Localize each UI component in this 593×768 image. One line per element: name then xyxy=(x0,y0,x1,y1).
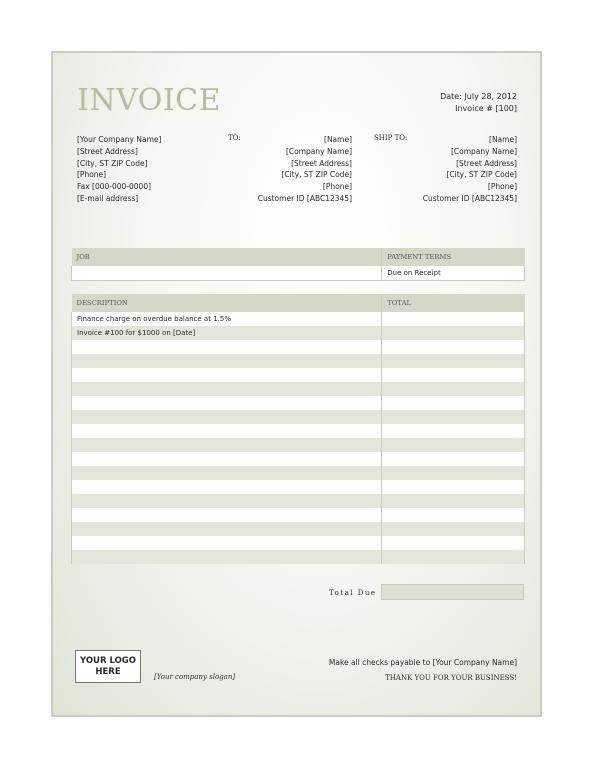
invoice-title: INVOICE xyxy=(77,83,222,118)
total-cell xyxy=(382,368,525,382)
to-name: [Name] xyxy=(324,135,352,144)
description-cell xyxy=(72,438,382,452)
description-cell xyxy=(72,550,382,564)
payment-terms-cell: Due on Receipt xyxy=(382,266,525,280)
total-due-value xyxy=(381,584,524,600)
table-row xyxy=(72,522,525,536)
to-label: TO: xyxy=(228,134,241,142)
total-cell xyxy=(382,396,525,410)
table-row xyxy=(72,326,525,340)
description-cell xyxy=(72,480,382,494)
description-cell xyxy=(72,466,382,480)
total-cell xyxy=(382,382,525,396)
total-cell xyxy=(382,536,525,550)
total-cell xyxy=(382,480,525,494)
total-cell xyxy=(382,550,525,564)
total-cell xyxy=(382,340,525,354)
description-cell xyxy=(72,382,382,396)
total-cell xyxy=(382,452,525,466)
logo-placeholder xyxy=(75,650,141,683)
sender-address xyxy=(77,134,161,205)
table-row xyxy=(72,550,525,564)
job-table xyxy=(71,248,525,281)
description-cell xyxy=(72,410,382,424)
table-row xyxy=(72,508,525,522)
table-row xyxy=(72,466,525,480)
payment-terms-header: PAYMENT TERMS xyxy=(382,248,525,266)
table-row xyxy=(72,382,525,396)
table-row xyxy=(72,312,525,326)
invoice-date: Date: July 28, 2012 xyxy=(440,92,517,101)
table-row xyxy=(72,536,525,550)
logo-line-2: HERE xyxy=(95,667,121,677)
total-cell xyxy=(382,424,525,438)
table-row xyxy=(72,354,525,368)
table-row xyxy=(72,368,525,382)
total-cell xyxy=(382,494,525,508)
description-cell xyxy=(72,354,382,368)
to-customer-id: Customer ID [ABC12345] xyxy=(257,193,352,203)
to-city: [City, ST ZIP Code] xyxy=(281,170,352,180)
logo-line-1: YOUR LOGO xyxy=(79,656,137,666)
items-table xyxy=(71,294,525,564)
description-cell xyxy=(72,536,382,550)
total-cell xyxy=(382,522,525,536)
total-due-label: Total Due xyxy=(329,589,377,597)
table-row xyxy=(72,396,525,410)
ship-name: [Name] xyxy=(489,135,517,144)
to-address xyxy=(258,134,352,205)
ship-company: [Company Name] xyxy=(450,146,517,156)
ship-customer-id: Customer ID [ABC12345] xyxy=(422,193,517,203)
total-header: TOTAL xyxy=(382,294,525,312)
description-cell: Invoice #100 for $1000 on [Date] xyxy=(72,326,382,340)
total-cell xyxy=(382,466,525,480)
item-rows xyxy=(72,312,525,564)
invoice-page xyxy=(51,51,542,717)
description-cell xyxy=(72,424,382,438)
table-row xyxy=(72,340,525,354)
description-cell xyxy=(72,522,382,536)
invoice-meta xyxy=(440,91,517,114)
sender-phone: [Phone] xyxy=(77,170,107,180)
sender-street: [Street Address] xyxy=(77,146,138,156)
to-street: [Street Address] xyxy=(291,158,352,168)
ship-phone: [Phone] xyxy=(487,182,517,192)
description-cell: Finance charge on overdue balance at 1.5% xyxy=(72,312,382,326)
description-cell xyxy=(72,494,382,508)
thank-you-note: THANK YOU FOR YOUR BUSINESS! xyxy=(385,674,517,682)
ship-street: [Street Address] xyxy=(456,158,517,168)
invoice-number: Invoice # [100] xyxy=(455,103,517,113)
job-header: JOB xyxy=(72,248,382,266)
description-cell xyxy=(72,452,382,466)
description-cell xyxy=(72,508,382,522)
sender-fax: Fax [000-000-0000] xyxy=(77,182,152,192)
to-phone: [Phone] xyxy=(322,182,352,192)
total-cell xyxy=(382,410,525,424)
total-cell xyxy=(382,312,525,326)
table-row xyxy=(72,410,525,424)
description-header: DESCRIPTION xyxy=(72,294,382,312)
description-cell xyxy=(72,368,382,382)
total-cell xyxy=(382,508,525,522)
table-row xyxy=(72,480,525,494)
total-cell xyxy=(382,438,525,452)
table-row xyxy=(72,452,525,466)
table-row xyxy=(72,438,525,452)
company-slogan: [Your company slogan] xyxy=(154,673,236,681)
total-cell xyxy=(382,354,525,368)
job-cell xyxy=(72,266,382,280)
checks-payable-note: Make all checks payable to [Your Company Name] xyxy=(328,658,517,667)
ship-to-address xyxy=(423,134,517,205)
to-company: [Company Name] xyxy=(285,146,352,156)
ship-city: [City, ST ZIP Code] xyxy=(446,170,517,180)
table-row xyxy=(72,494,525,508)
sender-company: [Your Company Name] xyxy=(77,135,162,144)
sender-city: [City, ST ZIP Code] xyxy=(77,158,148,168)
table-row xyxy=(72,424,525,438)
description-cell xyxy=(72,340,382,354)
sender-email: [E-mail address] xyxy=(77,193,139,203)
description-cell xyxy=(72,396,382,410)
ship-to-label: SHIP TO: xyxy=(374,134,408,142)
total-cell xyxy=(382,326,525,340)
